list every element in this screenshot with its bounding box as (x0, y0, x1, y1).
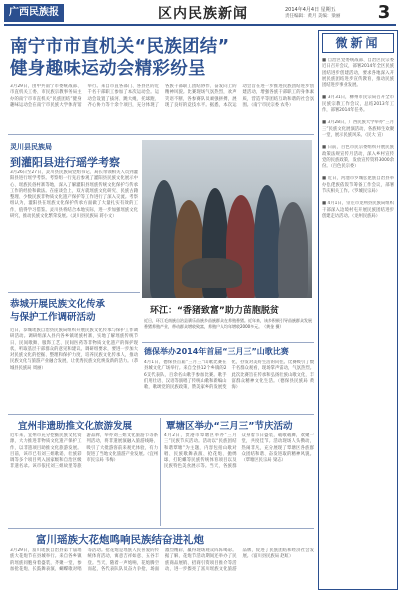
divider (142, 342, 314, 343)
divider (8, 414, 314, 415)
sidebar-list (322, 58, 394, 586)
gongcheng-body: 近日，恭城瑶族自治县民族局组织开展民族文化传承与保护工作调研活动。调研组深入县内各乡镇瑶族村寨，实地了解瑶族传统节日、民间歌舞、服饰工艺、民间医药等非物质文化遗产的保护现状，听取基层干部群众的意见和建议。调研组要求，要进一步加大对民族文化的挖掘、整理和保护力度，培养民族文化传承人，推动民族文化与旅游产业融合发展，让优秀民族文化焕发新的活力。（恭城县民族局 周丽） (10, 328, 138, 371)
section-title: 区内民族新闻 (158, 6, 248, 22)
yizhou-body: 近年来，宜州市充分挖掘民族文化资源，大力推进非物质文化遗产保护工作，以非遗项目助推文化旅游发展。目前，该市已有刘三姐歌谣、壮族彩调等多个项目列入国家级和自治区级非遗名录。该市依托刘三姐故里等旅游品牌，举办刘三姐文化旅游节等系列活动，将非遗展演融入旅游线路，吸引了大批游客前来观光体验，有力促进了当地文化旅游产业发展。（宜州市民宗局 韦梅） (10, 433, 158, 470)
news-photo (142, 140, 312, 298)
sidebar-item: ■ 4月1日，崇左市龙州县民族局组织干部深入边境村屯开展民族团结进步创建走访活动。（龙州民族局） (322, 201, 394, 219)
sidebar-title: 微新闻 (322, 33, 394, 53)
qintang-body: 4月2日，贵港市覃塘区举办“三月三”民族节庆活动。活动以“民族团结 和谐覃塘”为主题，内容包括山歌对唱、民族歌舞表演、抢花炮、抛绣球、打陀螺等民族传统体育项目以及民族特色美食展示等。当天，各族群众身着节日盛装，载歌载舞，欢聚一堂，共度佳节。活动现场人头攒动，热闹非凡，充分展现了覃塘区各族群众团结和谐、奋发进取的精神风貌。（覃塘区民宗局 梁志） (164, 433, 314, 470)
lingchuan-kicker: 灵川县民族局 (10, 143, 52, 151)
photo-caption: 近日，环江毛南族自治县驯乐苗族乡苗族群众在养殖香猪。近年来，该乡积极引导苗族群众发展香猪养殖产业，带动群众增收致富，养殖户人均年增收2000多元。（黄金 摄） (144, 318, 312, 329)
sidebar-item: ■ 3月28日，广西民族大学举办“三月三”民族文化展演活动，各族师生欢聚一堂，展示民族风采。（民大 宣） (322, 120, 394, 138)
debao-headline: 德保举办2014年首届“三月三”山歌比赛 (144, 347, 289, 356)
photo-title: 环江：“香猪致富”助力苗胞脱贫 (150, 306, 279, 316)
lingchuan-headline: 到灌阳县进行瑶学考察 (10, 156, 120, 169)
page-number: 3 (377, 2, 391, 23)
lingchuan-body: 3月26日至27日，灵川县民族局党组书记、局长带领相关人员到灌阳县进行瑶学考察。考察组一行先后参观了灌阳县民族文化展示中心、瑶族民俗村寨等地，深入了解灌阳县瑶族传统文化保护与传承工作的经验和做法。在座谈会上，双方就瑶族文化研究、民族古籍整理、少数民族非物质文化遗产保护等工作进行了深入交流。考察组认为，灌阳县在瑶族文化保护传承方面做了大量扎实有效的工作，值得学习借鉴。灵川县将结合本地实际，进一步加强瑶族文化研究，推动民族文化繁荣发展。（灵川县民族局 蒋小文） (10, 170, 138, 220)
divider (160, 418, 161, 526)
debao-body: 4月1日，德保县首届“三月三”山歌比赛在县城文化广场举行。来自全县12个乡镇的26支代表队、百余名山歌手参加比赛。歌手们用壮语、汉语等演唱了传统山歌和新编山歌，歌颂党的民族政策，赞美家乡的发展变化，抒发对美好生活的向往。比赛吸引了数千名群众观看，现场掌声雷动，气氛热烈。此次比赛旨在传承和弘扬壮族山歌文化，丰富群众精神文化生活。（德保县民族局 黄海） (144, 360, 314, 391)
gongcheng-headline-line1: 恭城开展民族文化传承 (10, 299, 106, 310)
fuchuan-body: 3月29日，富川瑶族自治县第十届瑶族大花炮节在县城举行。来自各乡镇的瑶族同胞身着盛装，齐聚一堂，参加抢花炮、长鼓舞表演、蝴蝶歌对唱等活动。抢花炮是瑶族人民喜爱的传统体育活动，寓意吉祥如意、五谷丰登。当天，随着一声炮响，花炮腾空而起，各代表队队员奋力争抢，场面激烈精彩，赢得现场观众阵阵喝彩。据了解，花炮节活动期间还举办了民族商品展销、招商引资项目推介等活动，进一步擦亮了富川瑶族文化旅游品牌，促进了民族团结和经济社会发展。（富川县民族局 赵虹） (10, 548, 314, 572)
lead-headline (10, 36, 312, 80)
gongcheng-headline (10, 298, 105, 324)
sidebar-item: ■ 日前，百色市民宗委组织开展民族政策法规宣传月活动，深入乡村宣传党的民族政策，发放宣传资料3000余份。（百色民宗委） (322, 145, 394, 170)
divider (8, 292, 140, 293)
sidebar-item: ■ 3月31日，柳州市民宗局召开全市民族宗教工作会议，总结2013年工作，部署2014年任务。 (322, 95, 394, 114)
sidebar-item: ■ 自治区党委统战部、自治区民宗委近日召开会议，部署2014年全区民族团结进步创建活动，要求各地深入开展民族团结进步宣传教育，推动民族团结进步事业发展。 (322, 58, 394, 89)
divider (8, 134, 314, 135)
sidebar-item: ■ 近日，河池市罗城仫佬族自治县举办仫佬族依饭节筹备工作会议，部署节庆相关工作。（罗城民宗局） (322, 176, 394, 195)
editor-credits: 责任编辑：黄月 美编：梁丽 (285, 14, 341, 19)
gongcheng-headline-line2: 与保护工作调研活动 (10, 312, 96, 323)
fuchuan-headline: 富川瑶族大花炮鸣响民族结奋进礼炮 (36, 534, 204, 546)
lead-body: 3月29日，由中共南宁市委统战部、市直机关工委、市民族宗教事务局主办的南宁市市直机关“民族团结”健身趣味运动会在南宁市民族大学体育馆举行。来自市直各部门、各县区的近千名干部职工参加了本次运动会。运动会设置了拔河、跳大绳、托球跑、齐心协力等十余个项目，充分体现了各族干部职工团结协作、奋发向上的精神风貌。比赛现场气氛热烈，欢声笑语不断，各参赛队员顽强拼搏，展现了良好的竞技水平。据悉，本次运动会旨在进一步推进民族团结进步创建活动，增强各族干部职工的身体素质，营造平等团结互助和谐的社会氛围。（南宁市民宗委 农冬） (10, 84, 314, 108)
lead-headline-line1: 南宁市市直机关“民族团结” (10, 37, 230, 57)
lead-headline-line2: 健身趣味运动会精彩纷呈 (10, 59, 206, 79)
qintang-headline: 覃塘区举办“三月三”节庆活动 (166, 421, 293, 432)
yizhou-headline: 宜州非遗助推文化旅游发展 (18, 421, 133, 432)
issue-date: 2014年4月4日 星期五 (285, 7, 336, 13)
header-rule (4, 24, 396, 26)
masthead-logo: 广西民族报 (4, 4, 64, 22)
divider (8, 528, 314, 529)
